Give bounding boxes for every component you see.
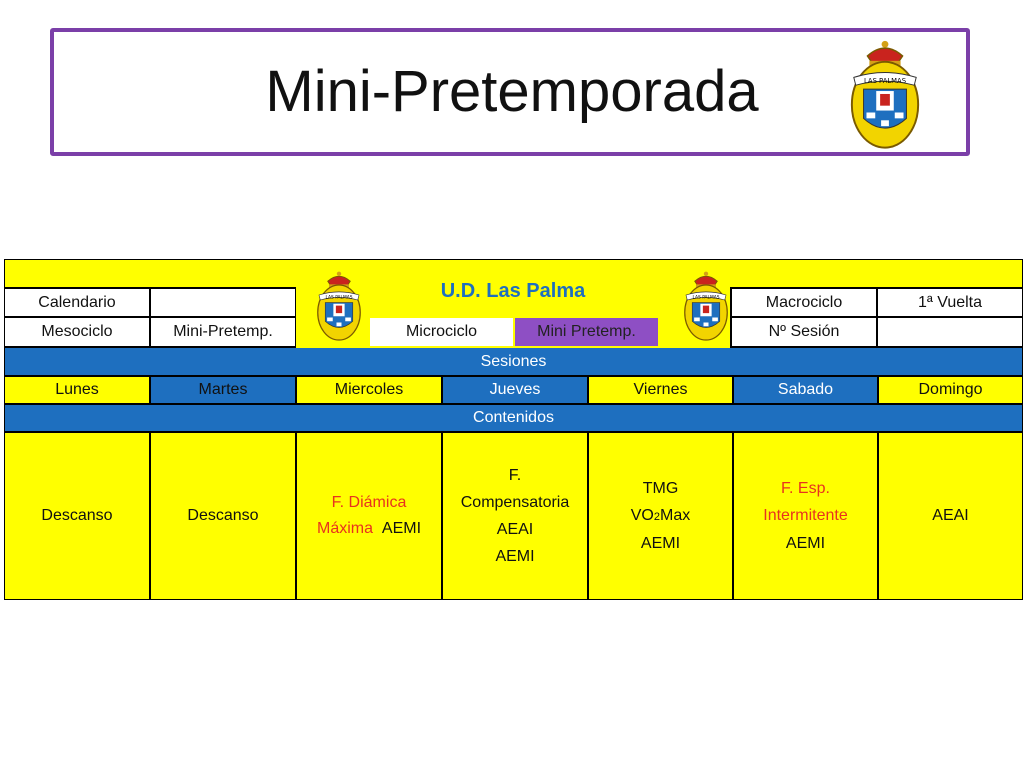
svg-text:LAS PALMAS: LAS PALMAS — [325, 295, 353, 301]
viernes-line3: AEMI — [640, 534, 681, 552]
jueves-line4: AEMI — [495, 548, 535, 566]
viernes-line2-sub: 2 — [653, 511, 660, 524]
microciclo-label: Microciclo — [370, 318, 513, 346]
mesociclo-label: Mesociclo — [5, 318, 149, 346]
content-jueves — [443, 433, 587, 599]
content-sabado — [734, 433, 877, 599]
macrociclo-label: Macrociclo — [732, 289, 876, 316]
content-miercoles — [297, 433, 441, 599]
club-name: U.D. Las Palma — [440, 280, 586, 302]
sabado-line3: AEMI — [785, 534, 826, 552]
calendario-value — [151, 289, 295, 316]
viernes-line1: TMG — [642, 480, 679, 498]
jueves-line2: Compensatoria — [460, 493, 570, 511]
sesiones-header: Sesiones — [5, 348, 1022, 375]
schedule-table — [4, 259, 1023, 600]
content-lunes: Descanso — [5, 433, 149, 599]
day-domingo: Domingo — [879, 377, 1022, 403]
svg-text:LAS PALMAS: LAS PALMAS — [863, 76, 907, 85]
day-jueves: Jueves — [443, 377, 587, 403]
slide-title: Mini-Pretemporada — [265, 59, 759, 124]
miercoles-line1: F. Diámica — [331, 494, 407, 512]
club-crest-logo — [846, 34, 924, 152]
viernes-line2b: Max — [660, 507, 691, 525]
jueves-line3: AEAI — [496, 521, 534, 538]
crest-emblem-icon — [681, 264, 731, 346]
club-crest-logo-right — [681, 264, 731, 346]
day-miercoles: Miercoles — [297, 377, 441, 403]
crest-emblem-icon — [314, 264, 364, 346]
jueves-line1: F. — [508, 466, 522, 484]
macrociclo-value: 1ª Vuelta — [878, 289, 1022, 316]
miercoles-tail: AEMI — [381, 520, 422, 537]
sabado-line2: Intermitente — [763, 507, 848, 525]
day-sabado: Sabado — [734, 377, 877, 403]
content-martes: Descanso — [151, 433, 295, 599]
sesion-label: Nº Sesión — [732, 318, 876, 346]
calendario-label: Calendario — [5, 289, 149, 316]
miercoles-line2: Máxima — [316, 520, 373, 537]
sabado-line1: F. Esp. — [781, 480, 830, 498]
viernes-line2a: VO — [630, 507, 654, 525]
club-crest-logo-left — [314, 264, 364, 346]
sesion-value — [878, 318, 1022, 346]
contenidos-header: Contenidos — [5, 405, 1022, 431]
microciclo-value: Mini Pretemp. — [515, 318, 658, 346]
content-domingo: AEAI — [879, 433, 1022, 599]
mesociclo-value: Mini-Pretemp. — [151, 318, 295, 346]
day-viernes: Viernes — [589, 377, 732, 403]
day-lunes: Lunes — [5, 377, 149, 403]
svg-text:LAS PALMAS: LAS PALMAS — [692, 295, 720, 301]
day-martes: Martes — [151, 377, 295, 403]
content-viernes — [589, 433, 732, 599]
crest-emblem-icon — [846, 34, 924, 152]
